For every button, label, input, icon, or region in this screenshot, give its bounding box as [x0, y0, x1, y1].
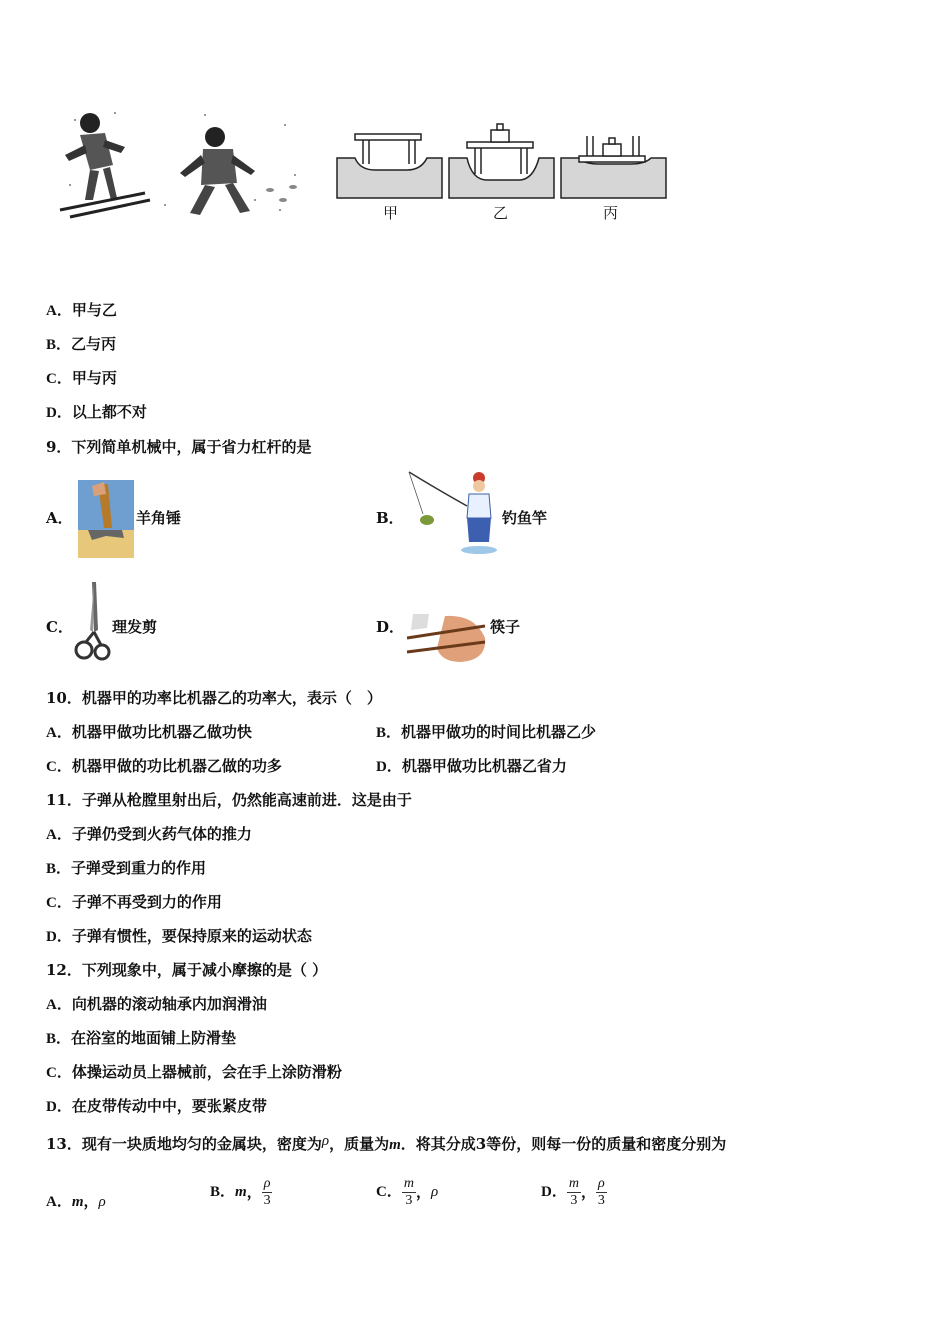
- option-letter: A．: [46, 997, 72, 1013]
- separator: ，: [83, 1192, 99, 1210]
- m-over-3-fraction: [567, 1176, 581, 1209]
- q13-stem-part: 13．现有一块质地均匀的金属块，密度为: [46, 1135, 322, 1153]
- option-text: 以上都不对: [71, 403, 147, 421]
- rho-over-3-fraction: [596, 1176, 607, 1209]
- mass-symbol: m: [71, 1194, 84, 1210]
- q8-option-b[interactable]: [46, 334, 116, 355]
- q12-option-d[interactable]: [46, 1096, 267, 1117]
- option-text: 机器甲做功比机器乙省力: [401, 757, 567, 775]
- rho-symbol: ρ: [321, 1133, 330, 1149]
- q10-stem: 10．机器甲的功率比机器乙的功率大，表示（ ）: [46, 689, 382, 707]
- fraction-denominator: 3: [405, 1192, 413, 1208]
- option-letter: C．: [46, 895, 72, 911]
- option-letter: D．: [46, 1099, 72, 1115]
- option-text: 甲与丙: [71, 369, 117, 387]
- q13-stem: [46, 1131, 726, 1155]
- rho-over-3-fraction: [262, 1176, 273, 1209]
- q9-option-b-letter[interactable]: B．: [376, 509, 404, 527]
- chopsticks-icon: [405, 608, 491, 666]
- option-text: 子弹不再受到力的作用: [71, 893, 222, 911]
- q8-option-c[interactable]: [46, 368, 117, 389]
- q9-option-d-letter[interactable]: D．: [376, 618, 405, 636]
- option-letter: B．: [46, 861, 72, 877]
- q10-option-b[interactable]: [376, 722, 596, 743]
- option-letter: C．: [46, 371, 72, 387]
- q9-option-b-text: 钓鱼竿: [502, 509, 548, 527]
- q13-option-a[interactable]: [46, 1191, 106, 1212]
- option-text: 体操运动员上器械前，会在手上涂防滑粉: [71, 1063, 342, 1081]
- q10-option-d[interactable]: [376, 756, 567, 777]
- q13-stem-part: ．将其分成: [400, 1135, 476, 1153]
- option-letter: A．: [46, 303, 72, 319]
- option-letter: D．: [541, 1184, 567, 1200]
- q13-option-c[interactable]: [376, 1170, 438, 1214]
- fraction-numerator: ρ: [597, 1175, 605, 1191]
- separator: ，: [246, 1183, 262, 1201]
- rho-symbol: ρ: [430, 1184, 439, 1200]
- q12-option-b[interactable]: [46, 1028, 236, 1049]
- fraction-denominator: 3: [570, 1192, 578, 1208]
- option-text: 甲与乙: [71, 301, 117, 319]
- q13-number: 3: [475, 1135, 487, 1153]
- option-letter: C．: [376, 1184, 402, 1200]
- fraction-numerator: ρ: [263, 1175, 271, 1191]
- q12-stem: 12．下列现象中，属于减小摩擦的是（ ）: [46, 961, 328, 979]
- mass-symbol: m: [235, 1184, 247, 1200]
- q8-option-d[interactable]: [46, 402, 147, 423]
- fishing-rod-icon: [405, 468, 501, 558]
- fraction-denominator: 3: [597, 1192, 605, 1208]
- option-text: 机器甲做功比机器乙做功快: [71, 723, 252, 741]
- q9-option-a-text: 羊角锤: [136, 509, 182, 527]
- option-letter: C．: [46, 1065, 72, 1081]
- fraction-numerator: m: [403, 1175, 414, 1191]
- fraction-numerator: m: [568, 1175, 579, 1191]
- skiers-figure: [55, 105, 305, 225]
- option-text: 在浴室的地面铺上防滑垫: [71, 1029, 237, 1047]
- option-letter: A．: [46, 725, 72, 741]
- separator: ，: [415, 1183, 431, 1201]
- q9-option-c-letter[interactable]: C．: [46, 618, 73, 636]
- q13-stem-part: 等份，则每一份的质量和密度分别为: [486, 1135, 727, 1153]
- scissors-icon: [74, 580, 114, 668]
- option-letter: D．: [376, 759, 402, 775]
- q8-option-a[interactable]: [46, 300, 117, 321]
- q11-option-c[interactable]: [46, 892, 222, 913]
- q13-stem-part: ，质量为: [329, 1135, 390, 1153]
- option-text: 乙与丙: [71, 335, 117, 353]
- q10-option-c[interactable]: [46, 756, 282, 777]
- option-letter: C．: [46, 759, 72, 775]
- label-jia: 甲: [383, 204, 399, 222]
- option-text: 机器甲做功的时间比机器乙少: [401, 723, 597, 741]
- q13-option-d[interactable]: [541, 1170, 607, 1214]
- option-letter: D．: [46, 405, 72, 421]
- panel-jia: [337, 134, 442, 198]
- rho-symbol: ρ: [98, 1194, 106, 1210]
- option-letter: A．: [46, 827, 72, 843]
- option-text: 在皮带传动中中，要张紧皮带: [71, 1097, 267, 1115]
- option-letter: B．: [46, 1031, 72, 1047]
- option-letter: A．: [46, 1194, 72, 1210]
- option-text: 向机器的滚动轴承内加润滑油: [71, 995, 267, 1013]
- panel-bing: [561, 136, 666, 198]
- mass-symbol: m: [389, 1137, 401, 1153]
- separator: ，: [580, 1183, 596, 1201]
- option-letter: B．: [46, 337, 72, 353]
- q11-stem: 11．子弹从枪膛里射出后，仍然能高速前进．这是由于: [46, 791, 412, 809]
- q12-option-a[interactable]: [46, 994, 267, 1015]
- label-yi: 乙: [493, 204, 509, 222]
- option-letter: B．: [376, 725, 402, 741]
- q9-option-a-letter[interactable]: A．: [46, 509, 73, 527]
- claw-hammer-icon: [78, 480, 134, 558]
- q9-option-d-text: 筷子: [490, 618, 521, 636]
- tables-on-sand-figure: [335, 120, 675, 230]
- q10-option-a[interactable]: [46, 722, 252, 743]
- q11-option-a[interactable]: [46, 824, 252, 845]
- q12-option-c[interactable]: [46, 1062, 342, 1083]
- q11-option-b[interactable]: [46, 858, 206, 879]
- option-letter: D．: [46, 929, 72, 945]
- panel-yi: [449, 124, 554, 198]
- option-text: 子弹仍受到火药气体的推力: [71, 825, 252, 843]
- m-over-3-fraction: [402, 1176, 416, 1209]
- option-letter: B．: [210, 1184, 236, 1200]
- label-bing: 丙: [603, 204, 619, 222]
- q11-option-d[interactable]: [46, 926, 312, 947]
- fraction-denominator: 3: [263, 1192, 271, 1208]
- option-text: 机器甲做的功比机器乙做的功多: [71, 757, 282, 775]
- q9-option-c-text: 理发剪: [112, 618, 158, 636]
- q9-stem: 9．下列简单机械中，属于省力杠杆的是: [46, 438, 312, 456]
- option-text: 子弹有惯性，要保持原来的运动状态: [71, 927, 312, 945]
- option-text: 子弹受到重力的作用: [71, 859, 207, 877]
- q13-option-b[interactable]: [210, 1170, 272, 1214]
